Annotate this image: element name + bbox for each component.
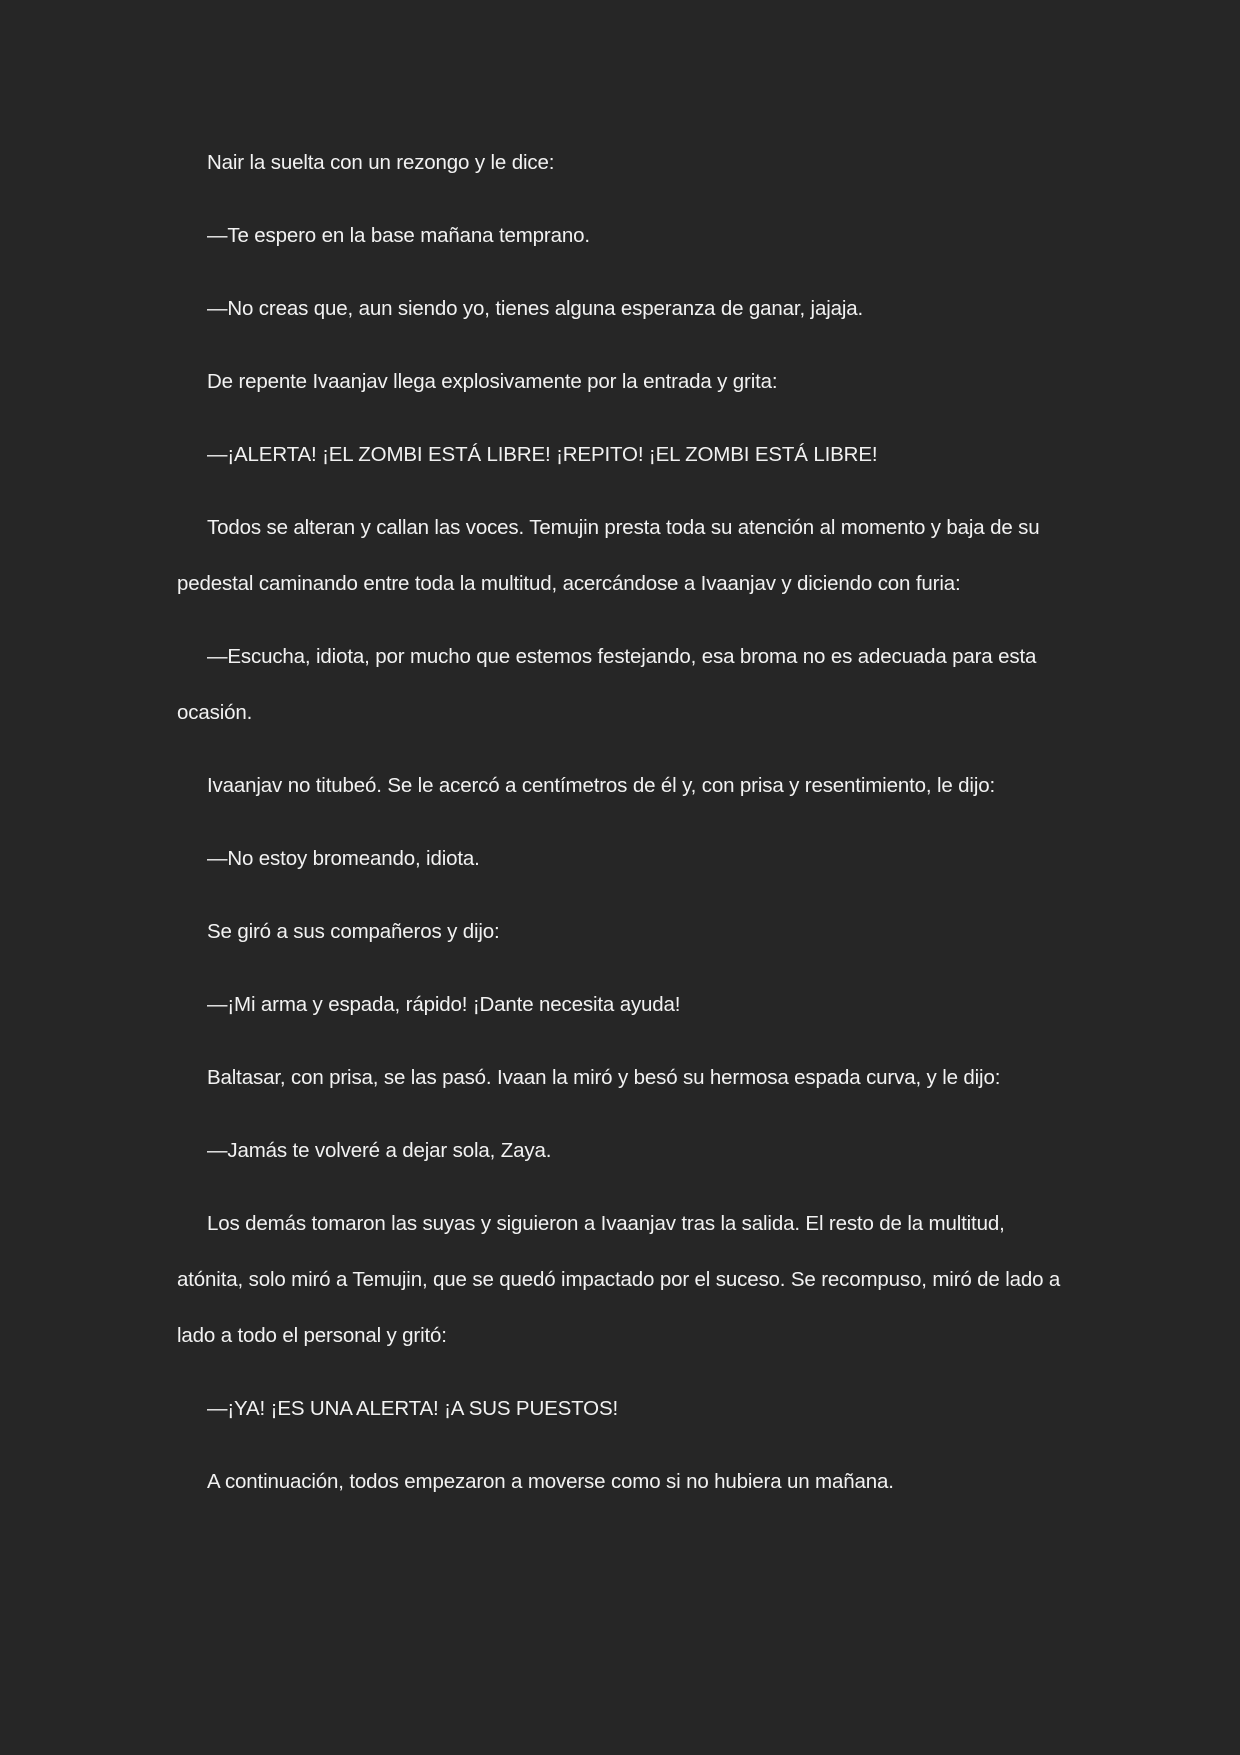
- paragraph: Ivaanjav no titubeó. Se le acercó a centímetros de él y, con prisa y resentimiento, le dijo:: [207, 774, 996, 797]
- paragraph: Los demás tomaron las suyas y siguieron a Ivaanjav tras la salida. El resto de la multitud, atónita, solo miró a Temujin, que se quedó impactado por el suceso. Se recompuso, miró de lado a lado a todo el personal y gritó:: [177, 1212, 1061, 1347]
- paragraph: —¡YA! ¡ES UNA ALERTA! ¡A SUS PUESTOS!: [207, 1397, 619, 1420]
- paragraph: —Te espero en la base mañana temprano.: [207, 224, 590, 247]
- paragraph: Nair la suelta con un rezongo y le dice:: [207, 151, 555, 174]
- paragraph: —Escucha, idiota, por mucho que estemos festejando, esa broma no es adecuada para esta ocasión.: [177, 645, 1037, 724]
- paragraph: De repente Ivaanjav llega explosivamente por la entrada y grita:: [207, 370, 778, 393]
- paragraph: —No creas que, aun siendo yo, tienes alguna esperanza de ganar, jajaja.: [207, 297, 864, 320]
- paragraph: A continuación, todos empezaron a moverse como si no hubiera un mañana.: [207, 1470, 894, 1493]
- paragraph: Todos se alteran y callan las voces. Temujin presta toda su atención al momento y baja de su pedestal caminando entre toda la multitud, acercándose a Ivaanjav y diciendo con furia:: [177, 516, 1040, 595]
- paragraph: —¡Mi arma y espada, rápido! ¡Dante necesita ayuda!: [207, 993, 681, 1016]
- paragraph: —No estoy bromeando, idiota.: [207, 847, 480, 870]
- paragraph: Se giró a sus compañeros y dijo:: [207, 920, 500, 943]
- paragraph: —Jamás te volveré a dejar sola, Zaya.: [207, 1139, 552, 1162]
- document-body: [177, 135, 1067, 1527]
- paragraph: Baltasar, con prisa, se las pasó. Ivaan la miró y besó su hermosa espada curva, y le dijo:: [207, 1066, 1001, 1089]
- paragraph: —¡ALERTA! ¡EL ZOMBI ESTÁ LIBRE! ¡REPITO! ¡EL ZOMBI ESTÁ LIBRE!: [207, 443, 878, 466]
